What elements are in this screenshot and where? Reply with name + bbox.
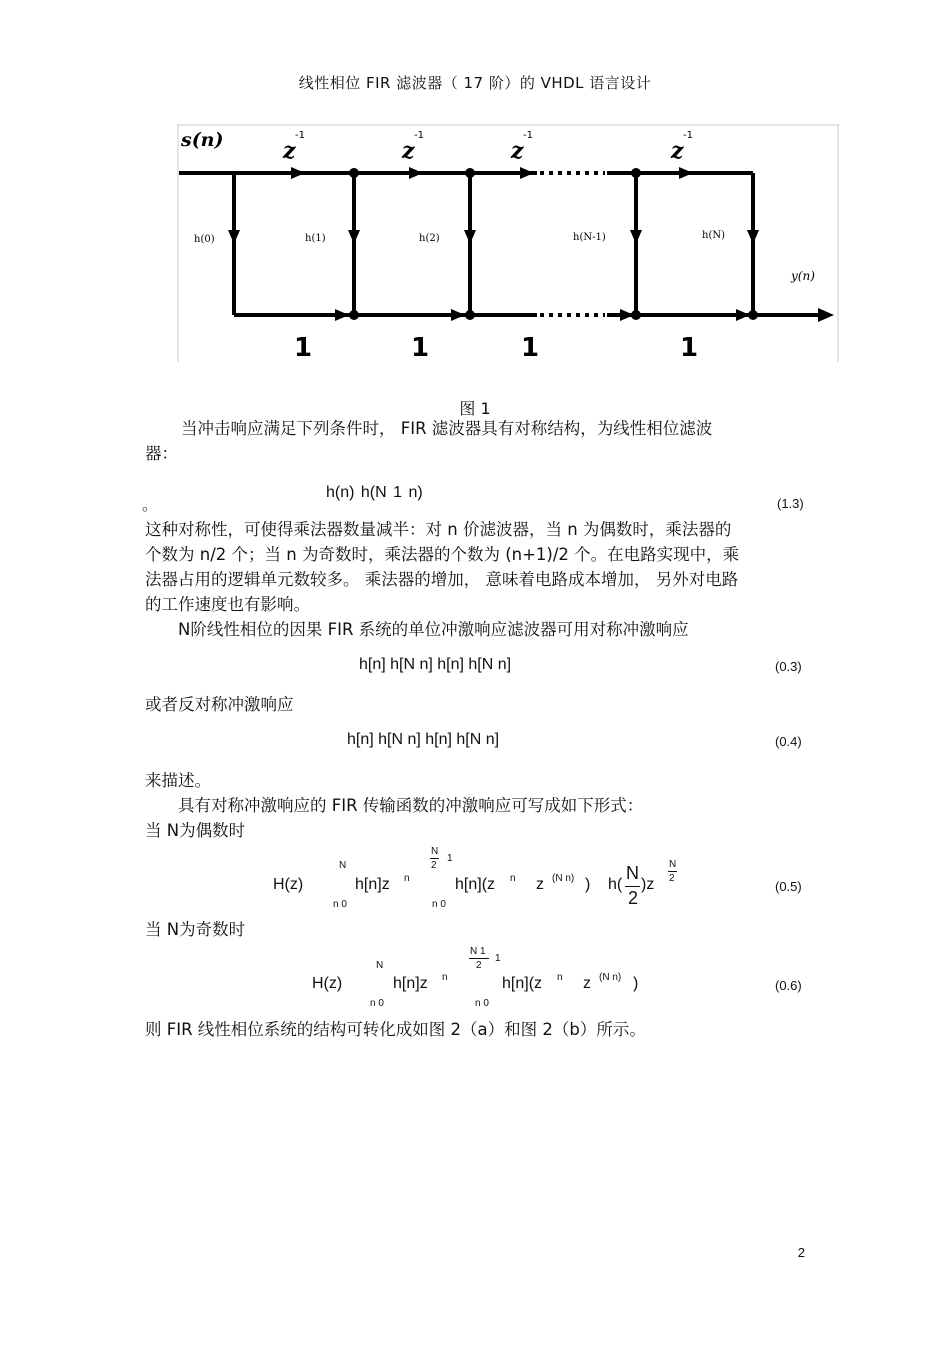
paragraph-9: 则 FIR 线性相位系统的结构可转化成如图 2（a）和图 2（b）所示。 <box>145 1020 646 1039</box>
page-number: 2 <box>797 1245 805 1260</box>
delay-label-2 <box>401 130 424 164</box>
svg-text:-1: -1 <box>683 130 693 141</box>
eq-0-5-sum2-frac-line <box>430 858 439 859</box>
eq-0-6-term2: h[n](z <box>502 975 543 992</box>
eq-0-5-term3-num: N <box>626 863 639 883</box>
tap-label-2: h(2) <box>419 233 440 244</box>
bottom-label-3: 1 <box>521 333 540 362</box>
eq-1-3-number: (1.3) <box>777 496 804 511</box>
eq-0-6-sum2-bottom: n 0 <box>475 998 489 1009</box>
paragraph-2-line-2: 个数为 n/2 个；当 n 为奇数时，乘法器的个数为 (n+1)/2 个。在电路实现中，乘 <box>145 545 740 564</box>
eq-0-5-sum2-top-den: 2 <box>431 860 437 871</box>
paragraph-1 <box>145 416 805 466</box>
tap-label-4: h(N) <box>702 230 725 241</box>
eq-0-6-term1: h[n]z <box>393 975 428 992</box>
svg-text:-1: -1 <box>523 130 533 141</box>
eq-0-5-term3-den: 2 <box>628 888 639 908</box>
eq-0-6-term2-close: ) <box>633 975 639 992</box>
eq-0-6-sum2-frac-line <box>469 958 489 959</box>
paragraph-5: 来描述。 <box>145 771 211 790</box>
eq-0-5-sum2-bottom: n 0 <box>432 899 446 910</box>
paragraph-1-line-1: 当冲击响应满足下列条件时， FIR 滤波器具有对称结构，为线性相位滤波 <box>181 419 713 438</box>
eq-0-5-term2-close: ) <box>585 876 591 893</box>
eq-0-5-lhs: H(z) <box>273 876 304 893</box>
tap-label-0: h(0) <box>194 234 215 245</box>
svg-text:z: z <box>671 138 684 164</box>
eq-0-5-sum2-top-rest: 1 <box>447 853 453 864</box>
svg-text:z: z <box>511 138 524 164</box>
eq-1-3-dot: 。 <box>142 497 159 514</box>
output-label: y(n) <box>791 269 815 283</box>
eq-0-6-sum1-top: N <box>376 960 384 971</box>
svg-text:-1: -1 <box>414 130 424 141</box>
eq-0-6-lhs: H(z) <box>312 975 343 992</box>
delay-label-4 <box>670 130 693 164</box>
paragraph-2-line-1: 这种对称性，可使得乘法器数量减半：对 n 价滤波器，当 n 为偶数时，乘法器的 <box>145 520 732 539</box>
eq-0-3-number: (0.3) <box>775 659 802 674</box>
bottom-label-1: 1 <box>294 333 313 362</box>
eq-0-6-sum2-top-den: 2 <box>476 960 482 971</box>
eq-0-6-term2-exp2: (N n) <box>599 972 622 983</box>
eq-0-5-term2: h[n](z <box>455 876 496 893</box>
eq-0-5-term1: h[n]z <box>355 876 390 893</box>
eq-0-6-term2-mid: z <box>583 975 591 992</box>
svg-text:-1: -1 <box>295 130 305 141</box>
paragraph-7: 当 N为偶数时 <box>145 821 246 840</box>
eq-0-6-term2-exp1: n <box>557 972 563 983</box>
tap-label-3: h(N-1) <box>573 232 606 243</box>
eq-0-4-body: h[n] h[N n] h[n] h[N n] <box>347 731 500 748</box>
eq-0-5-term3-close: )z <box>641 876 655 893</box>
eq-0-5-sum1-bottom: n 0 <box>333 899 347 910</box>
eq-0-6-number: (0.6) <box>775 978 802 993</box>
input-label: s(n) <box>181 129 224 151</box>
page-header: 线性相位 FIR 滤波器（ 17 阶）的 VHDL 语言设计 <box>298 74 652 92</box>
eq-0-5-term3-exp-den: 2 <box>669 873 675 884</box>
paragraph-1-line-2: 器： <box>145 444 178 463</box>
eq-0-5-term3-exp-line <box>668 871 677 872</box>
bottom-label-2: 1 <box>411 333 430 362</box>
paragraph-6: 具有对称冲激响应的 FIR 传输函数的冲激响应可写成如下形式： <box>178 796 644 815</box>
fir-filter-diagram <box>177 124 840 362</box>
paragraph-2 <box>145 517 805 617</box>
tap-label-1: h(1) <box>305 233 326 244</box>
svg-text:z: z <box>402 138 415 164</box>
figure-caption: 图 1 <box>459 399 491 418</box>
eq-0-5-number: (0.5) <box>775 879 802 894</box>
eq-1-3-body: h(n) h(N 1 n) <box>326 484 423 501</box>
paragraph-8: 当 N为奇数时 <box>145 920 246 939</box>
eq-0-6-sum2-top-rest: 1 <box>495 953 501 964</box>
paragraph-3: N阶线性相位的因果 FIR 系统的单位冲激响应滤波器可用对称冲激响应 <box>178 620 689 639</box>
svg-text:z: z <box>283 138 296 164</box>
eq-0-5-term3-exp-num: N <box>669 859 677 870</box>
eq-0-5-sum2-top-num: N <box>431 846 439 857</box>
eq-0-5-term1-exp: n <box>404 873 410 884</box>
eq-0-6-sum1-bottom: n 0 <box>370 998 384 1009</box>
paragraph-2-line-4: 的工作速度也有影响。 <box>145 595 310 614</box>
eq-0-5-term2-mid: z <box>536 876 544 893</box>
eq-0-5-sum1-top: N <box>339 860 347 871</box>
eq-0-5-term2-exp1: n <box>510 873 516 884</box>
eq-0-4-number: (0.4) <box>775 734 802 749</box>
eq-0-5-term2-exp2: (N n) <box>552 873 575 884</box>
eq-0-3-body: h[n] h[N n] h[n] h[N n] <box>359 656 512 673</box>
bottom-label-4: 1 <box>680 333 699 362</box>
paragraph-4: 或者反对称冲激响应 <box>145 695 294 714</box>
paragraph-2-line-3: 法器占用的逻辑单元数较多。 乘法器的增加， 意味着电路成本增加， 另外对电路 <box>145 570 739 589</box>
eq-0-6-sum2-top-num: N 1 <box>470 946 486 957</box>
eq-0-5-term3-frac-line <box>625 886 640 887</box>
delay-label-3 <box>510 130 533 164</box>
eq-0-5-term3-h: h( <box>608 876 623 893</box>
delay-label-1 <box>282 130 305 164</box>
eq-0-6-term1-exp: n <box>442 972 448 983</box>
